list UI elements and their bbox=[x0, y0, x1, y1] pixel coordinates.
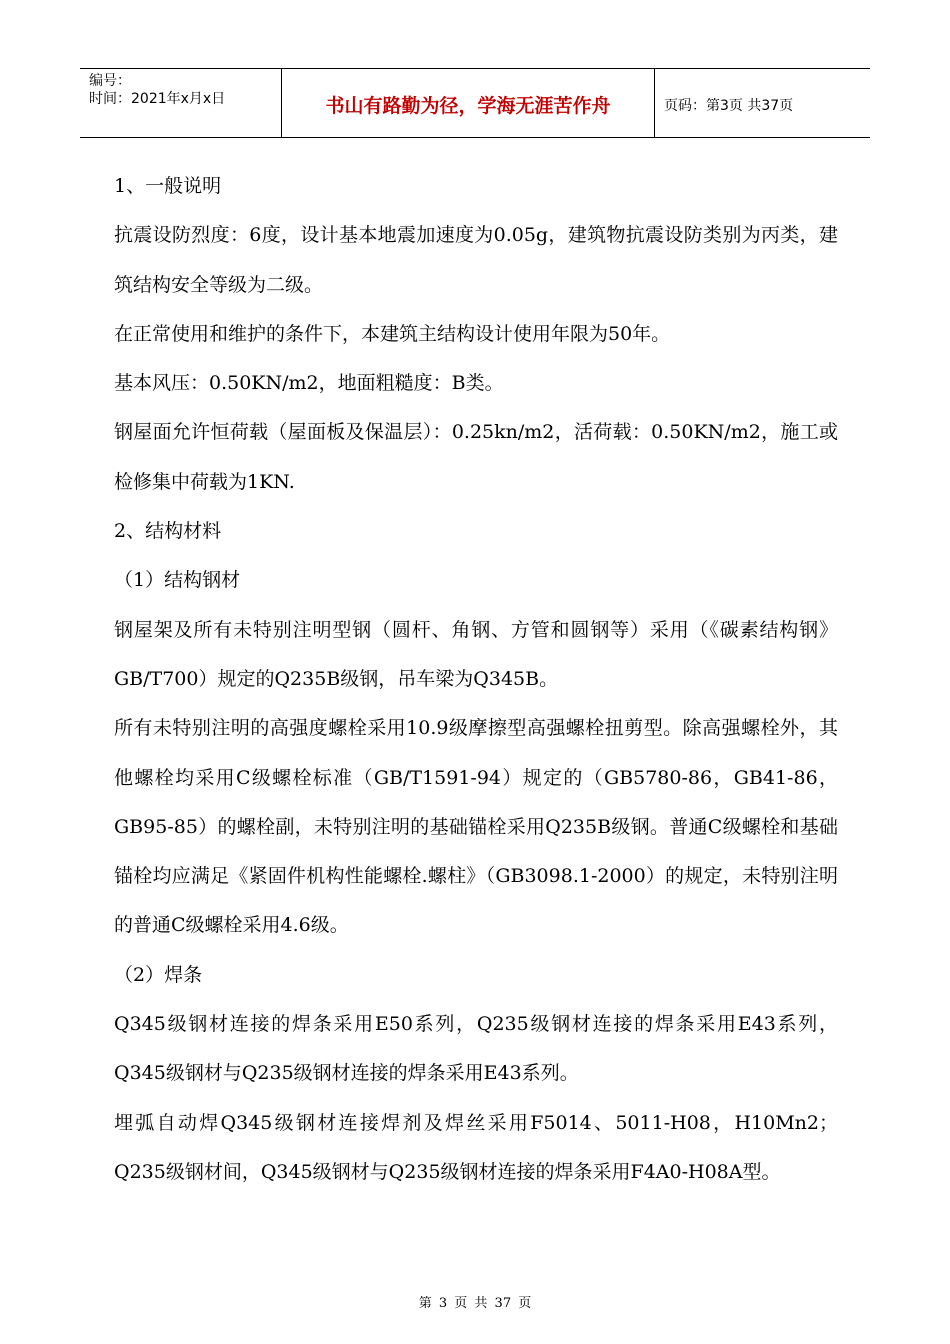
page-footer: 第 3 页 共 37 页 bbox=[418, 1296, 532, 1311]
paragraph-service-life: 在正常使用和维护的条件下，本建筑主结构设计使用年限为50年。 bbox=[114, 322, 671, 345]
section-heading-materials: 2、结构材料 bbox=[114, 520, 222, 543]
paragraph-welding-rods: Q345级钢材连接的焊条采用E50系列，Q235级钢材连接的焊条采用E43系列，Q345级钢材与Q235级钢材连接的焊条采用E43系列。 bbox=[114, 1013, 838, 1085]
subsection-heading-welding-rods: （2）焊条 bbox=[114, 963, 203, 986]
subsection-heading-steel: （1）结构钢材 bbox=[114, 569, 241, 592]
header-left-cell bbox=[80, 69, 282, 137]
page-header bbox=[80, 68, 870, 138]
section-heading-general: 1、一般说明 bbox=[114, 175, 222, 197]
document-body bbox=[114, 162, 838, 1197]
paragraph-submerged-arc: 埋弧自动焊Q345级钢材连接焊剂及焊丝采用F5014、5011-H08，H10Mn2；Q235级钢材间，Q345级钢材与Q235级钢材连接的焊条采用F4A0-H08A型。 bbox=[114, 1111, 838, 1183]
header-page-info: 页码：第3页 共37页 bbox=[664, 97, 794, 114]
paragraph-seismic: 抗震设防烈度：6度，设计基本地震加速度为0.05g，建筑物抗震设防类别为丙类，建筑结构安全等级为二级。 bbox=[114, 224, 838, 296]
paragraph-steel-grade: 钢屋架及所有未特别注明型钢（圆杆、角钢、方管和圆钢等）采用（《碳素结构钢》GB/T700）规定的Q235B级钢，吊车梁为Q345B。 bbox=[114, 618, 838, 690]
document-number-label: 编号： bbox=[89, 73, 131, 89]
header-motto: 书山有路勤为径，学海无涯苦作舟 bbox=[282, 69, 655, 137]
document-time-label: 时间：2021年x月x日 bbox=[89, 91, 226, 107]
paragraph-roof-load: 钢屋面允许恒荷载（屋面板及保温层）：0.25kn/m2，活荷载：0.50KN/m2，施工或检修集中荷载为1KN. bbox=[114, 421, 838, 493]
paragraph-wind-pressure: 基本风压：0.50KN/m2，地面粗糙度：B类。 bbox=[114, 372, 504, 395]
paragraph-bolts: 所有未特别注明的高强度螺栓采用10.9级摩擦型高强螺栓扭剪型。除高强螺栓外，其他螺栓均采用C级螺栓标准（GB/T1591-94）规定的（GB5780-86，GB41-86，GB95-85）的螺栓副，未特别注明的基础锚栓采用Q235B级钢。普通C级螺栓和基础锚栓均应满足《紧固件机构性能螺栓.螺柱》（GB3098.1-2000）的规定，未特别注明的普通C级螺栓采用4.6级。 bbox=[114, 717, 838, 937]
